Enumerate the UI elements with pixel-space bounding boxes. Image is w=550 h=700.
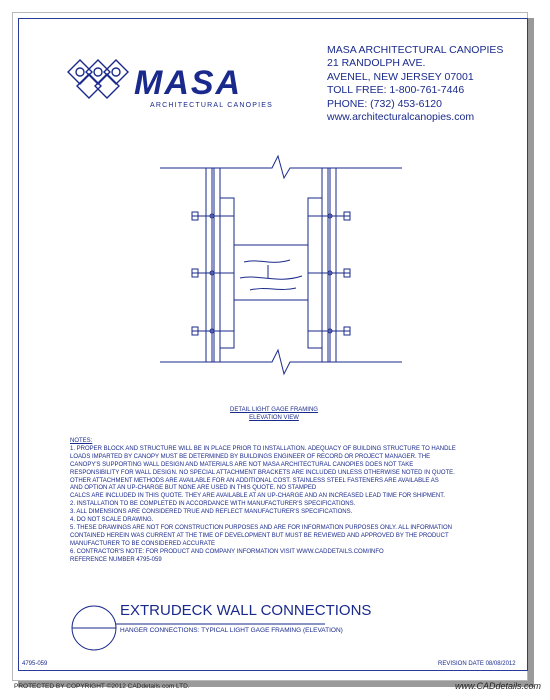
left-wall-studs (206, 168, 234, 362)
right-bolts (308, 212, 350, 335)
note-line: 3. ALL DIMENSIONS ARE CONSIDERED TRUE AND REFLECT MANUFACTURER'S SPECIFICATIONS. (70, 509, 353, 516)
logo-tagline: ARCHITECTURAL CANOPIES (150, 102, 273, 109)
elevation-drawing (140, 150, 420, 400)
company-tollfree: TOLL FREE: 1-800-761-7446 (327, 84, 465, 97)
note-line: LOADS IMPARTED BY CANOPY MUST BE DETERMINED BY BUILDINGS ENGINEER OF RECORD OR PROJECT MANAGER. THE (70, 453, 431, 460)
company-name: MASA ARCHITECTURAL CANOPIES (327, 44, 504, 56)
notes-section (70, 438, 500, 565)
masa-logo (66, 58, 286, 118)
drawing-subtitle: HANGER CONNECTIONS: TYPICAL LIGHT GAGE FRAMING (ELEVATION) (120, 627, 343, 634)
logo-diamond-emblem (68, 60, 128, 98)
notes-header: NOTES: (70, 438, 93, 444)
logo-wordmark: MASA (134, 64, 243, 102)
note-line: OTHER ATTACHMENT METHODS ARE AVAILABLE FOR AN ADDITIONAL COST. STAINLESS STEEL FASTENERS ARE AVAILABLE AS (70, 477, 439, 484)
note-line: CANOPY'S SUPPORTING WALL DESIGN AND MATERIALS ARE NOT MASA ARCHITECTURAL CANOPIES DOES NOT TAKE (70, 461, 414, 468)
caddetails-link[interactable]: www.CADdetails.com (455, 681, 542, 691)
drawing-caption (214, 406, 334, 422)
reference-number: 4795-059 (22, 661, 48, 667)
title-block (70, 598, 510, 656)
note-line: REFERENCE NUMBER 4795-059 (70, 556, 162, 563)
left-bolts (192, 212, 234, 335)
drawing-title: EXTRUDECK WALL CONNECTIONS (120, 602, 372, 619)
note-line: 2. INSTALLATION TO BE COMPLETED IN ACCORDANCE WITH MANUFACTURER'S SPECIFICATIONS. (70, 501, 356, 508)
note-line: RESPONSIBILITY FOR WALL DESIGN. NO SPECIAL ATTACHMENT BRACKETS ARE INCLUDED UNLESS OTHERWISE NOTED IN QUOTE. (70, 469, 455, 476)
revision-date: REVISION DATE 08/08/2012 (438, 661, 516, 667)
note-line: 4. DO NOT SCALE DRAWING. (70, 517, 154, 524)
note-line: 1. PROPER BLOCK AND STRUCTURE WILL BE IN PLACE PRIOR TO INSTALLATION. ADEQUACY OF BUILDING STRUCTURE TO HANDLE (70, 445, 456, 452)
company-address2: AVENEL, NEW JERSEY 07001 (327, 70, 474, 83)
note-line: CONTAINED HEREIN WAS CURRENT AT THE TIME OF DEVELOPMENT BUT MUST BE REVIEWED AND APPROVED BY THE PRODUCT (70, 532, 449, 539)
company-phone: PHONE: (732) 453-6120 (327, 97, 442, 110)
hanger-beam (234, 245, 308, 300)
note-line: AND OPTION AT AN UP-CHARGE BUT NONE ARE USED IN THIS QUOTE. NO STAMPED (70, 485, 317, 492)
copyright-notice: PROTECTED BY COPYRIGHT ©2012 CADdetails.com LTD. (14, 683, 190, 690)
caption-line1: DETAIL LIGHT GAGE FRAMING (230, 407, 318, 413)
company-info (327, 44, 503, 124)
right-wall-studs (308, 168, 336, 362)
company-website[interactable]: www.architecturalcanopies.com (327, 111, 475, 124)
note-line: CALCS ARE INCLUDED IN THIS QUOTE. THEY ARE AVAILABLE AT AN UP-CHARGE AND AN INCREASED LEAD TIME FOR SHIPMENT. (70, 493, 445, 500)
note-line: 5. THESE DRAWINGS ARE NOT FOR CONSTRUCTION PURPOSES AND ARE FOR INFORMATION PURPOSES ONLY. ALL INFORMATION (70, 524, 452, 531)
note-line: 6. CONTRACTOR'S NOTE: FOR PRODUCT AND COMPANY INFORMATION VISIT WWW.CADDETAILS.COM/INFO (70, 548, 384, 555)
caption-line2: ELEVATION VIEW (249, 415, 299, 421)
top-break-line (160, 156, 402, 178)
note-line: MANUFACTURER TO BE CONSIDERED ACCURATE (70, 540, 216, 547)
company-address1: 21 RANDOLPH AVE. (327, 57, 426, 70)
bottom-break-line (160, 350, 402, 374)
